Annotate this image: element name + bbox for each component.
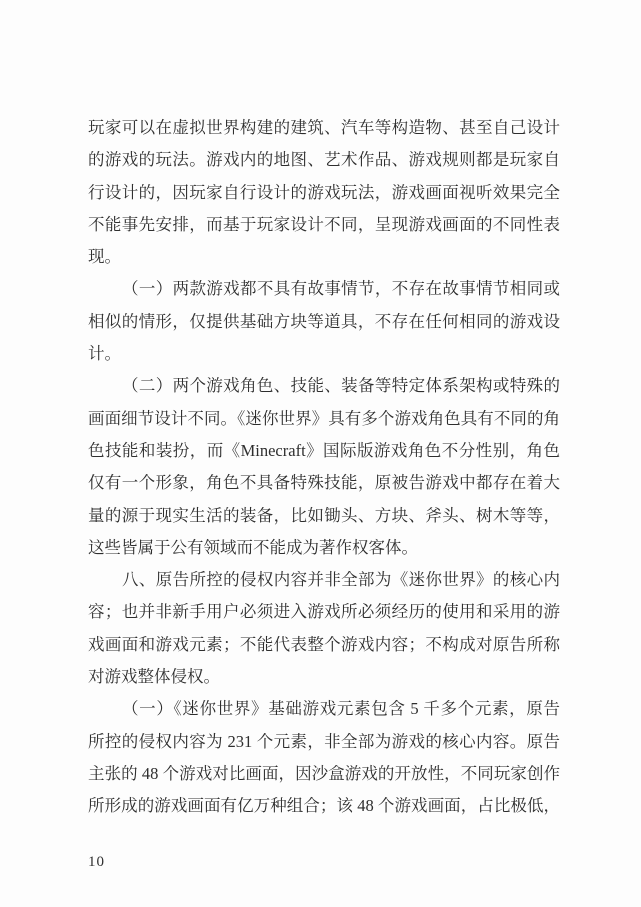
text-line: 戏画面和游戏元素；不能代表整个游戏内容；不构成对原告所称	[88, 634, 560, 654]
text-line: （二）两个游戏角色、技能、装备等特定体系架构或特殊的	[122, 376, 560, 396]
paragraph-item-1-no-plot	[88, 273, 560, 370]
body-text	[88, 112, 560, 823]
paragraph-item-2-character-design	[88, 370, 560, 564]
text-line: 主张的 48 个游戏对比画面，因沙盒游戏的开放性，不同玩家创作	[88, 763, 560, 783]
text-line: 量的源于现实生活的装备，比如锄头、方块、斧头、树木等等，	[88, 505, 560, 525]
text-line: 行设计的，因玩家自行设计的游戏玩法，游戏画面视听效果完全	[88, 182, 560, 202]
text-line: 对游戏整体侵权。	[88, 667, 220, 687]
paragraph-section-8	[88, 564, 560, 693]
page-number: 10	[88, 854, 105, 870]
text-line: 容；也并非新手用户必须进入游戏所必须经历的使用和采用的游	[88, 602, 560, 622]
text-line: 现。	[88, 247, 121, 267]
text-line: 色技能和装扮，而《Minecraft》国际版游戏角色不分性别，角色	[88, 440, 560, 460]
text-line: 八、原告所控的侵权内容并非全部为《迷你世界》的核心内	[122, 570, 560, 590]
paragraph-section-8-item-1	[88, 693, 560, 822]
text-line: 相似的情形，仅提供基础方块等道具，不存在任何相同的游戏设	[88, 311, 560, 331]
text-line: 这些皆属于公有领域而不能成为著作权客体。	[88, 537, 418, 557]
text-line: 的游戏的玩法。游戏内的地图、艺术作品、游戏规则都是玩家自	[88, 150, 560, 170]
text-line: 计。	[88, 344, 121, 364]
text-line: 所控的侵权内容为 231 个元素，非全部为游戏的核心内容。原告	[88, 731, 560, 751]
text-line: 仅有一个形象，角色不具备特殊技能，原被告游戏中都存在着大	[88, 473, 560, 493]
text-line: 画面细节设计不同。《迷你世界》具有多个游戏角色具有不同的角	[88, 408, 560, 428]
text-line: 不能事先安排，而基于玩家设计不同，呈现游戏画面的不同性表	[88, 214, 560, 234]
text-line: 所形成的游戏画面有亿万种组合；该 48 个游戏画面，占比极低，	[88, 796, 560, 816]
paragraph-continued	[88, 112, 560, 273]
text-line: （一）《迷你世界》基础游戏元素包含 5 千多个元素，原告	[122, 699, 560, 719]
text-line: 玩家可以在虚拟世界构建的建筑、汽车等构造物、甚至自己设计	[88, 118, 560, 137]
text-line: （一）两款游戏都不具有故事情节，不存在故事情节相同或	[122, 279, 560, 299]
